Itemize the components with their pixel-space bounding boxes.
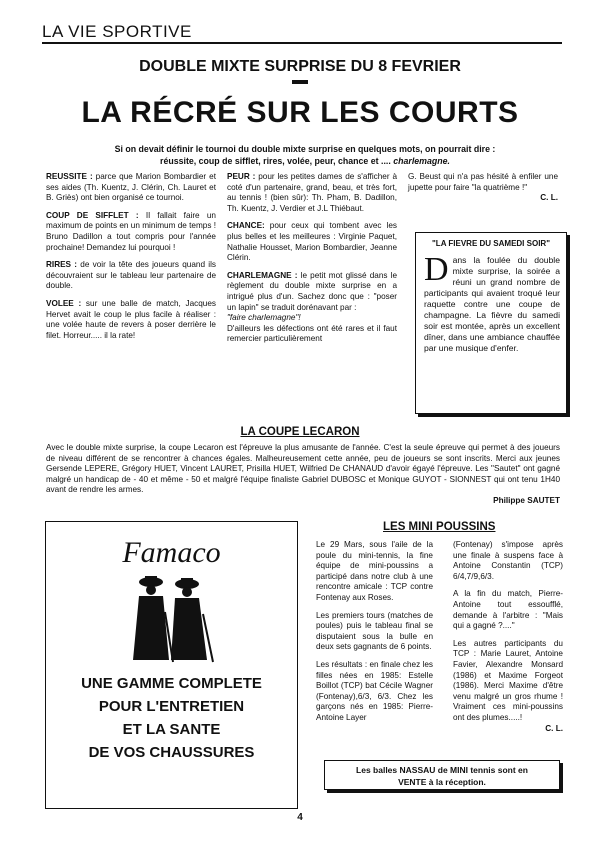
mini-column-1	[316, 540, 433, 724]
coupe-title: LA COUPE LECARON	[240, 426, 360, 438]
text-rires: de voir la tête des joueurs quand ils découvraient sur le tableau leur partenaire de double.	[46, 260, 216, 291]
ad-line-3: ET LA SANTE	[122, 721, 221, 738]
para-beust: G. Beust qui n'a pas hésité à enfiler une jupette pour faire "la quatrième !"	[408, 172, 558, 192]
charlemagne-end: D'ailleurs les défections ont été rares et il faut remercier particulièrement	[227, 323, 397, 344]
header-rule	[42, 42, 562, 44]
ad-line-1: UNE GAMME COMPLETE	[81, 675, 262, 692]
coupe-text: Avec le double mixte surprise, la coupe Lecaron est l'épreuve la plus amusante de l'année. C'est la seule épreuve qui permet à des joueurs de niveau différent de se rencontrer à chances égales. Malheureusement cette année, peu de joueurs se sont inscrits. Merci aux jeunes Gersende LEPERE, Grégory HUET, Vincent LAURET, Prisilla HUET, Wilfried De CHANAUD d'avoir égayé l'épreuve. Les "Sautet" ont gagné malgré un handicap de - 40 et même - 50 et malgré l'équipe finaliste Gabriel DUBOSC et Monique GUYOT - SIONNEST qui ont tenu 1H40 avant de rendre les armes.	[46, 443, 560, 495]
mini-p2: Les premiers tours (matches de poules) puis le tableau final se disputaient sous la bulle en deux sets gagnants de 6 points.	[316, 610, 433, 652]
para-chance	[227, 221, 397, 263]
ad-line-4: DE VOS CHAUSSURES	[88, 744, 255, 761]
box-body	[424, 251, 560, 354]
signature-sautet: Philippe SAUTET	[493, 495, 560, 505]
text-chance: pour ceux qui tombent avec les plus belles et les meilleures : Virginie Paquet, Nathalie Housset, Marion Bombardier, Jeanne Clérin.	[227, 221, 397, 263]
box-text: ans la foulée du double mixte surprise, la soirée a réuni un grand nombre de participants qui avaient troqué leur raquette contre une coupe de champagne. La fièvre du samedi soir est montée, après un excellent dîner, dans une ambiance chauffée par une musique d'enfer.	[424, 255, 560, 353]
mini-p5: A la fin du match, Pierre-Antoine tout essoufflé, demande à l'arbitre : "Mais qui a gagné ?...."	[453, 589, 563, 631]
ad-line-2: POUR L'ENTRETIEN	[98, 698, 245, 715]
famaco-logo: Famaco	[122, 536, 221, 569]
column-2	[227, 172, 397, 345]
intro-line-2	[60, 156, 550, 168]
text-reussite: parce que Marion Bombardier et ses aides (Th. Kuentz, J. Clérin, Ch. Lauret et B. Griès) ont bien organisé ce tournoi.	[46, 172, 216, 203]
coupe-article	[46, 443, 560, 507]
section-header: LA VIE SPORTIVE	[42, 22, 192, 41]
sidebar-box-fievre	[415, 232, 567, 414]
article-kicker: DOUBLE MIXTE SURPRISE DU 8 FEVRIER	[139, 58, 461, 75]
mini-column-2	[453, 540, 563, 734]
para-peur	[227, 172, 397, 214]
box-title: "LA FIEVRE DU SAMEDI SOIR"	[432, 239, 550, 248]
lead-coup-de-sifflet: COUP DE SIFFLET :	[46, 210, 139, 220]
text-peur: pour les petites dames de s'afficher à coté d'un partenaire, grand, beau, et très fort, au tennis ! (bien sûr): Th. Pham, B. Dadillon, Th. Kuentz, J. Verdier et J.L Thiébaut.	[227, 172, 397, 213]
mini-poussins-title: LES MINI POUSSINS	[383, 521, 496, 533]
lead-charlemagne: CHARLEMAGNE :	[227, 270, 298, 280]
intro-line-2b: charlemagne.	[393, 155, 450, 166]
lead-rires: RIRES :	[46, 260, 78, 270]
text-charlemagne: le petit mot glissé dans le règlement du double mixte surprise en a intrigué plus d'un. Sachez donc que : "poser un lapin" se traduit dorénavant par :	[227, 270, 397, 312]
charlemagne-quote: "faire charlemagne"!	[227, 313, 301, 323]
lead-reussite: REUSSITE :	[46, 172, 93, 181]
lead-peur: PEUR :	[227, 172, 256, 181]
para-rires	[46, 260, 216, 292]
column-3	[408, 172, 558, 204]
ad-slogan	[46, 672, 297, 764]
para-charlemagne	[227, 271, 397, 313]
article-intro	[60, 144, 550, 167]
lead-volee: VOLEE :	[46, 298, 82, 308]
mini-p4: (Fontenay) s'impose après une finale à suspens face à Antoine Constantin (TCP) 6/4,7/9,6/3.	[453, 540, 563, 581]
drop-cap: D	[424, 251, 449, 288]
para-reussite	[46, 172, 216, 204]
text-coup-de-sifflet: Il fallait faire un maximum de points en un minimum de temps ! Bruno Dadillon a tout compris pour l'année prochaine! Demandez lui pourquoi !	[46, 210, 216, 252]
nassau-notice-box	[324, 760, 560, 790]
intro-line-2a: réussite, coup de sifflet, rires, volée, peur, chance et ....	[160, 155, 391, 166]
mini-p6: Les autres participants du TCP : Marie Lauret, Antoine Favier, Alexandre Monsard (1986) et Maxime Forgeot (1986). Merci Maxime d'être venu malgré un gros rhume ! Vraiment ces mini-poussins ont des plumes.....!	[453, 638, 563, 722]
two-figures-illustration	[121, 572, 221, 667]
mini-p1: Le 29 Mars, sous l'aile de la poule du mini-tennis, la fine équipe de mini-poussins a participé dans notre club à une rencontre amicale : TCP contre Fontenay aux Roses.	[316, 540, 433, 602]
nassau-line-2: VENTE à la réception.	[398, 777, 486, 787]
signature-mini: C. L.	[545, 723, 563, 733]
column-1	[46, 172, 216, 348]
page-number: 4	[297, 812, 303, 823]
article-title: LA RÉCRÉ SUR LES COURTS	[81, 96, 519, 129]
mini-p3: Les résultats : en finale chez les filles nées en 1985: Estelle Boillot (TCP) bat Cécile Wagner (Fontenay),6/3, 6/3. Chez les garçons nés en 1985: Pierre-Antoine Layer	[316, 659, 433, 722]
para-coup-de-sifflet	[46, 211, 216, 253]
kicker-dash	[292, 80, 308, 84]
famaco-advertisement	[45, 521, 298, 809]
text-volee: sur une balle de match, Jacques Hervet avait le coup le plus facile à réaliser : une volée haute de revers à poser derrière le filet. Horreur..... il la rate!	[46, 298, 216, 340]
signature-cl: C. L.	[540, 193, 558, 203]
para-volee	[46, 299, 216, 341]
lead-chance: CHANCE:	[227, 221, 265, 231]
intro-line-1: Si on devait définir le tournoi du double mixte surprise en quelques mots, on pourrait dire :	[114, 144, 496, 154]
nassau-line-1: Les balles NASSAU de MINI tennis sont en	[356, 765, 528, 775]
